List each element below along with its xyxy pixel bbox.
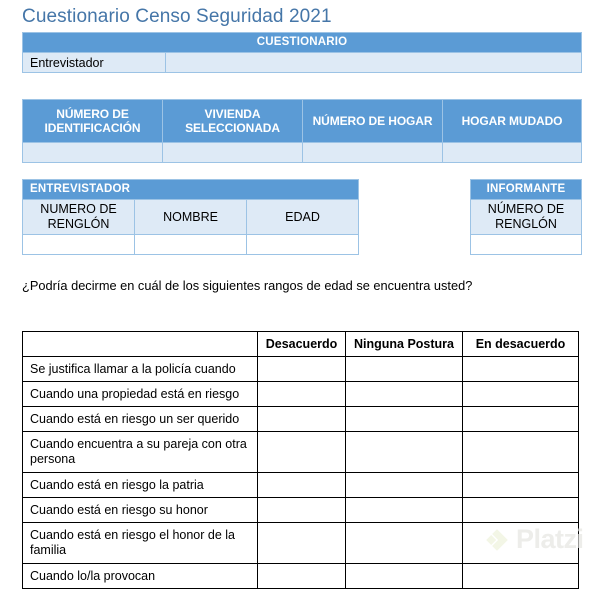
- page-title: Cuestionario Censo Seguridad 2021: [22, 6, 332, 27]
- matrix-answer-cell[interactable]: [346, 407, 463, 432]
- matrix-row-label: Cuando lo/la provocan: [23, 564, 258, 589]
- table-header-row: [23, 200, 359, 235]
- matrix-answer-cell[interactable]: [463, 498, 579, 523]
- matrix-answer-cell[interactable]: [346, 523, 463, 564]
- matrix-answer-cell[interactable]: [258, 357, 346, 382]
- matrix-answer-cell[interactable]: [463, 523, 579, 564]
- table-row: [23, 432, 579, 473]
- entrevistador-table: [22, 179, 359, 255]
- matrix-answer-cell[interactable]: [346, 473, 463, 498]
- table-row: [471, 235, 582, 255]
- matrix-answer-cell[interactable]: [463, 382, 579, 407]
- table-row: [23, 33, 582, 53]
- matrix-row-label: Cuando encuentra a su pareja con otra persona: [23, 432, 258, 473]
- header-vivienda-seleccionada: VIVIENDA SELECCIONADA: [163, 100, 303, 143]
- matrix-answer-cell[interactable]: [258, 473, 346, 498]
- matrix-answer-cell[interactable]: [463, 357, 579, 382]
- matrix-answer-cell[interactable]: [463, 564, 579, 589]
- matrix-answer-cell[interactable]: [463, 407, 579, 432]
- field-entrevistador-numero-renglon[interactable]: [23, 235, 135, 255]
- field-entrevistador-nombre[interactable]: [135, 235, 247, 255]
- matrix-answer-cell[interactable]: [258, 523, 346, 564]
- cuestionario-table: [22, 32, 582, 73]
- table-row: [23, 53, 582, 73]
- matrix-row-label: Cuando una propiedad está en riesgo: [23, 382, 258, 407]
- header-numero-renglon: NUMERO DE RENGLÓN: [23, 200, 135, 235]
- matrix-row-label: Se justifica llamar a la policía cuando: [23, 357, 258, 382]
- matrix-row-label: Cuando está en riesgo la patria: [23, 473, 258, 498]
- cuestionario-banner: CUESTIONARIO: [23, 33, 582, 53]
- matrix-answer-cell[interactable]: [463, 432, 579, 473]
- matrix-answer-cell[interactable]: [258, 382, 346, 407]
- matrix-answer-cell[interactable]: [258, 432, 346, 473]
- matrix-header-row: [23, 332, 579, 357]
- matrix-answer-cell[interactable]: [258, 407, 346, 432]
- header-numero-hogar: NÚMERO DE HOGAR: [303, 100, 443, 143]
- header-informante-numero-renglon: NÚMERO DE RENGLÓN: [471, 200, 582, 235]
- table-row: [23, 357, 579, 382]
- matrix-answer-cell[interactable]: [346, 382, 463, 407]
- header-edad: EDAD: [247, 200, 359, 235]
- table-row: [23, 143, 582, 163]
- entrevistador-banner: ENTREVISTADOR: [23, 180, 359, 200]
- table-row: [23, 407, 579, 432]
- header-nombre: NOMBRE: [135, 200, 247, 235]
- matrix-row-label: Cuando está en riesgo el honor de la familia: [23, 523, 258, 564]
- matrix-answer-cell[interactable]: [346, 357, 463, 382]
- field-numero-identificacion[interactable]: [23, 143, 163, 163]
- table-row: [23, 523, 579, 564]
- question-text: ¿Podría decirme en cuál de los siguientes rangos de edad se encuentra usted?: [22, 278, 473, 293]
- matrix-row-label: Cuando está en riesgo su honor: [23, 498, 258, 523]
- table-row: [23, 498, 579, 523]
- table-row: [23, 235, 359, 255]
- field-hogar-mudado[interactable]: [443, 143, 582, 163]
- matrix-answer-cell[interactable]: [258, 564, 346, 589]
- field-entrevistador-edad[interactable]: [247, 235, 359, 255]
- entrevistador-label: Entrevistador: [23, 53, 166, 73]
- informante-table: [470, 179, 582, 255]
- matrix-header-desacuerdo: Desacuerdo: [258, 332, 346, 357]
- matrix-answer-cell[interactable]: [346, 498, 463, 523]
- identificacion-table: [22, 99, 582, 163]
- response-matrix-table: [22, 331, 579, 589]
- matrix-answer-cell[interactable]: [258, 498, 346, 523]
- field-numero-hogar[interactable]: [303, 143, 443, 163]
- informante-banner: INFORMANTE: [471, 180, 582, 200]
- field-vivienda-seleccionada[interactable]: [163, 143, 303, 163]
- table-row: [23, 180, 359, 200]
- table-header-row: [471, 200, 582, 235]
- table-header-row: [23, 100, 582, 143]
- table-row: [23, 564, 579, 589]
- entrevistador-value-field[interactable]: [166, 53, 582, 73]
- matrix-answer-cell[interactable]: [346, 432, 463, 473]
- table-row: [23, 382, 579, 407]
- matrix-header-ninguna-postura: Ninguna Postura: [346, 332, 463, 357]
- matrix-row-label: Cuando está en riesgo un ser querido: [23, 407, 258, 432]
- matrix-answer-cell[interactable]: [463, 473, 579, 498]
- matrix-header-en-desacuerdo: En desacuerdo: [463, 332, 579, 357]
- platzi-watermark-text: Platzi: [516, 524, 584, 554]
- header-hogar-mudado: HOGAR MUDADO: [443, 100, 582, 143]
- matrix-answer-cell[interactable]: [346, 564, 463, 589]
- header-numero-identificacion: NÚMERO DE IDENTIFICACIÓN: [23, 100, 163, 143]
- matrix-corner-cell: [23, 332, 258, 357]
- table-row: [471, 180, 582, 200]
- field-informante-numero-renglon[interactable]: [471, 235, 582, 255]
- table-row: [23, 473, 579, 498]
